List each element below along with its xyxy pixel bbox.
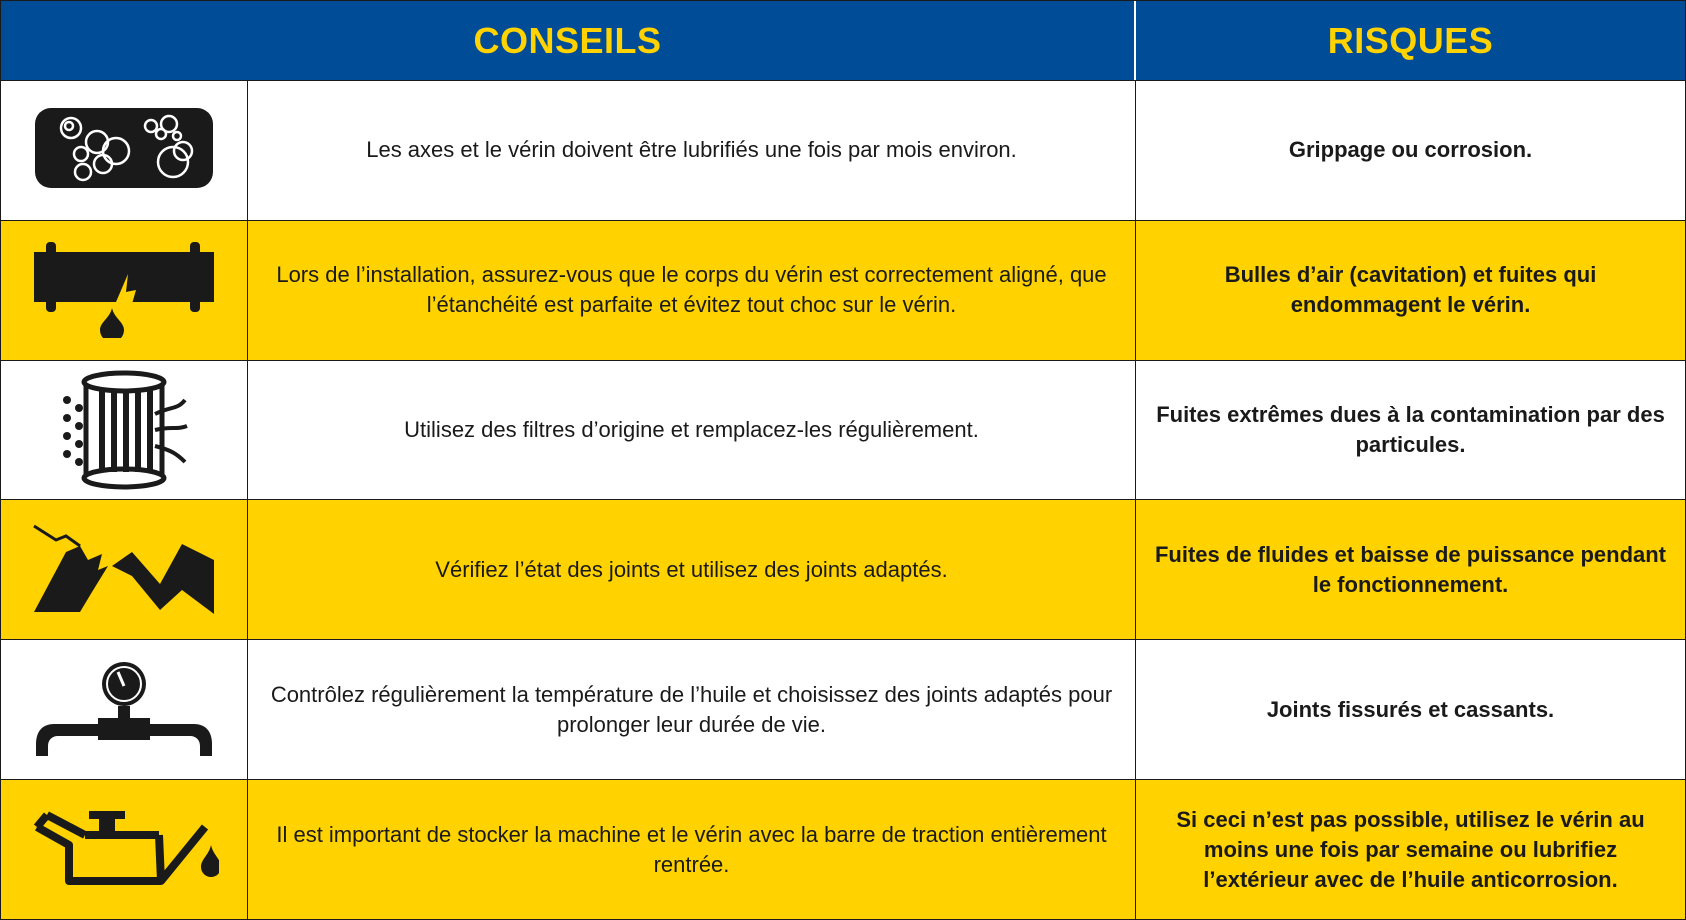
risque-text: Fuites de fluides et baisse de puissance pendant le fonctionnement. [1154,541,1667,597]
conseil-text: Les axes et le vérin doivent être lubrifiés une fois par mois environ. [366,137,1017,163]
conseil-text: Utilisez des filtres d’origine et remplacez-les régulièrement. [404,417,979,443]
pressure-gauge-pipe-icon [32,660,216,760]
row-4-conseil [248,499,1136,639]
header-conseils: CONSEILS [1,1,1136,80]
row-2-conseil [248,220,1136,360]
risque-text: Joints fissurés et cassants. [1266,696,1555,722]
oil-can-icon [29,805,219,895]
risque-text: Fuites extrêmes dues à la contamination par des particules. [1156,402,1665,458]
filter-particles-icon [59,370,189,490]
leaking-cylinder-icon [32,242,216,338]
row-6-icon-cell [1,779,248,919]
row-2-risque [1136,220,1685,360]
conseil-text: Lors de l’installation, assurez-vous que le corps du vérin est correctement aligné, que l’étanchéité est parfaite et évitez tout choc sur le vérin. [276,262,1107,318]
row-1-icon-cell [1,80,248,220]
cracked-seal-icon [32,522,216,618]
risque-text: Grippage ou corrosion. [1288,137,1533,163]
row-6-conseil [248,779,1136,919]
conseil-text: Il est important de stocker la machine et le vérin avec la barre de traction entièrement rentrée. [276,821,1107,877]
conseil-text: Contrôlez régulièrement la température de l’huile et choisissez des joints adaptés pour prolonger leur durée de vie. [270,681,1113,737]
lubrication-bubbles-icon [33,106,215,194]
row-3-conseil [248,360,1136,500]
row-5-risque [1136,639,1685,779]
row-4-icon-cell [1,499,248,639]
row-3-risque [1136,360,1685,500]
row-3-icon-cell [1,360,248,500]
row-6-risque [1136,779,1685,919]
row-2-icon-cell [1,220,248,360]
risque-text: Bulles d’air (cavitation) et fuites qui endommagent le vérin. [1224,262,1597,318]
row-5-icon-cell [1,639,248,779]
header-risques: RISQUES [1136,1,1685,80]
row-1-risque [1136,80,1685,220]
conseil-text: Vérifiez l’état des joints et utilisez des joints adaptés. [435,556,948,582]
row-5-conseil [248,639,1136,779]
row-4-risque [1136,499,1685,639]
risque-text: Si ceci n’est pas possible, utilisez le vérin au moins une fois par semaine ou lubrifiez l’extérieur avec de l’huile anticorrosion. [1176,806,1645,892]
row-1-conseil [248,80,1136,220]
